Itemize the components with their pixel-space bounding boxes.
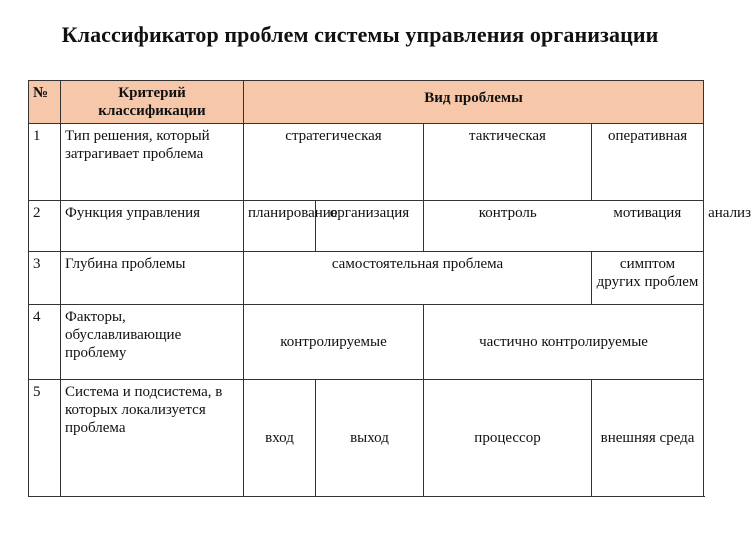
- cell-value: стратегическая: [244, 124, 424, 201]
- row-criterion: Факторы, обуславливающие проблему: [61, 305, 244, 380]
- row-criterion: Глубина проблемы: [61, 252, 244, 305]
- cell-value: контроль: [424, 201, 592, 252]
- classifier-table: [28, 80, 751, 497]
- cell-value: тактическая: [424, 124, 592, 201]
- cell-value: оперативная: [592, 124, 704, 201]
- cell-value: организация: [316, 201, 424, 252]
- cell-value: мотивация: [592, 201, 704, 252]
- row-number: 1: [29, 124, 61, 201]
- row-number: 4: [29, 305, 61, 380]
- cell-value: частично контролируемые: [424, 305, 704, 380]
- table-row: [29, 305, 704, 380]
- row-number: 2: [29, 201, 61, 252]
- cell-value: выход: [316, 380, 424, 497]
- table-row: 2 Функция управления планирование организация контроль мотивация анализ: [29, 201, 704, 252]
- table-row: [29, 380, 704, 497]
- header-row: [29, 81, 704, 124]
- row-number: 5: [29, 380, 61, 497]
- cell-value: симптом других проблем: [592, 252, 704, 305]
- row-number: 3: [29, 252, 61, 305]
- cell-value: планирование: [244, 201, 316, 252]
- row-criterion: Функция управления: [61, 201, 244, 252]
- page-title: Классификатор проблем системы управления организации: [61, 22, 659, 47]
- cell-value: процессор: [424, 380, 592, 497]
- header-criterion: Критерий классификации: [61, 81, 244, 124]
- cell-value: внешняя среда: [592, 380, 704, 497]
- table-row: [29, 252, 704, 305]
- cell-value: контролируемые: [244, 305, 424, 380]
- header-number: №: [29, 81, 61, 124]
- cell-value: вход: [244, 380, 316, 497]
- cell-value: самостоятельная проблема: [244, 252, 592, 305]
- table-row: [29, 124, 704, 201]
- header-problem-type: Вид проблемы: [244, 81, 704, 124]
- row-criterion: Система и подсистема, в которых локализуется проблема: [61, 380, 244, 497]
- row-criterion: Тип решения, который затрагивает проблема: [61, 124, 244, 201]
